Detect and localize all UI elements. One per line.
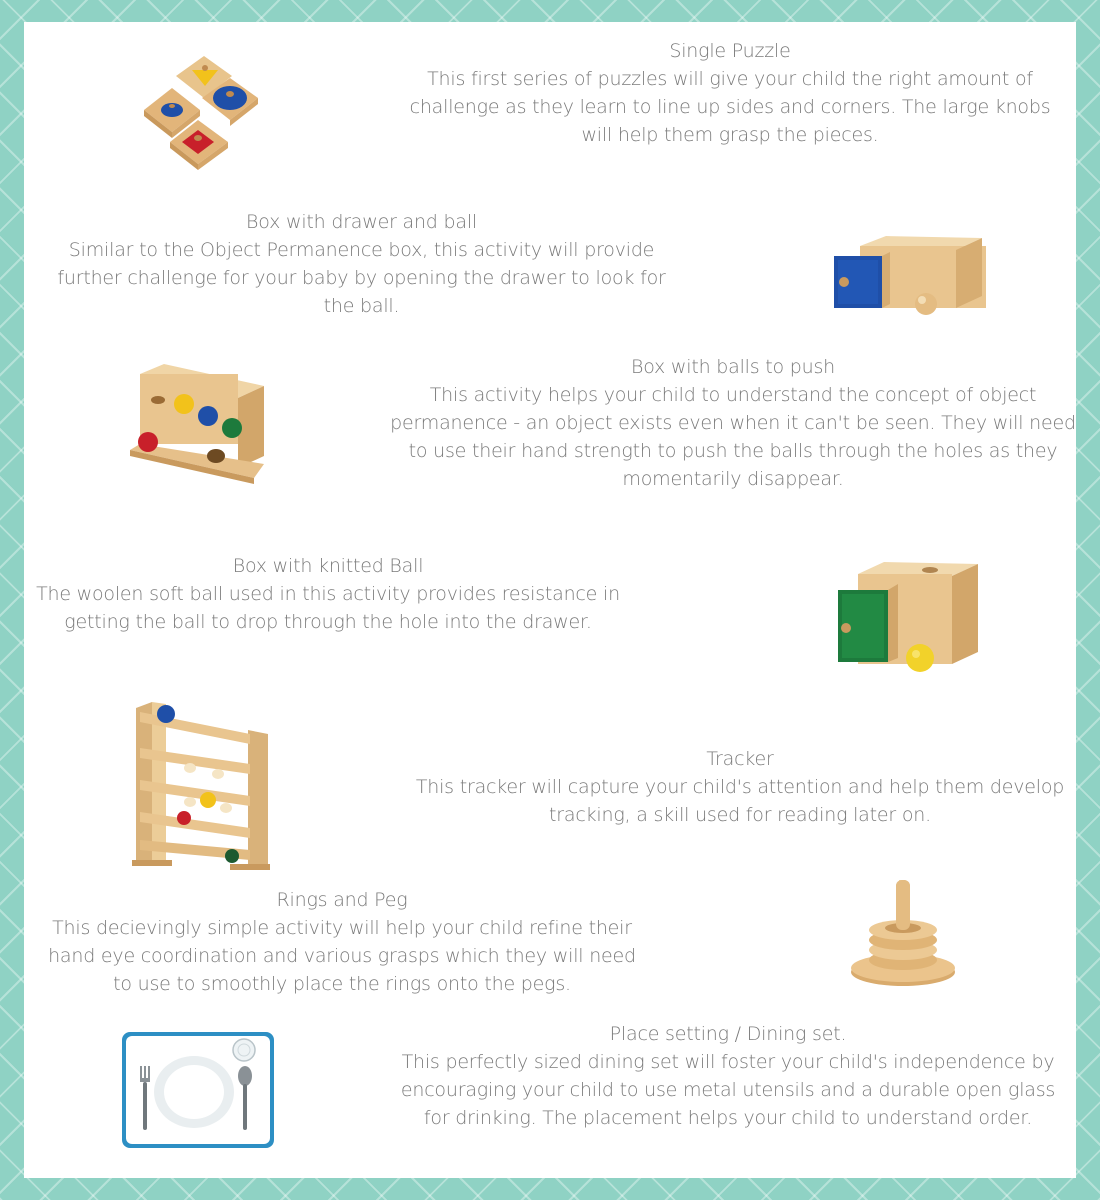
dining-set-icon	[120, 1030, 276, 1150]
content-card	[24, 22, 1076, 1178]
item-tracker	[410, 745, 1070, 829]
item-title: Single Puzzle	[669, 40, 791, 62]
item-dining-set	[390, 1020, 1066, 1132]
item-description: This perfectly sized dining set will foster your child's independence by encouraging your child to use metal utensils and a durable open glass for drinking. The placement helps your child to understand order.	[400, 1051, 1056, 1129]
item-description: Similar to the Object Permanence box, this activity will provide further challenge for your baby by opening the drawer to look for the ball.	[57, 239, 666, 317]
item-box-knitted-ball	[28, 552, 628, 636]
item-title: Box with knitted Ball	[232, 555, 424, 577]
item-title: Tracker	[706, 748, 774, 770]
knitted-ball-box-icon	[834, 560, 982, 680]
item-description: This decievingly simple activity will help your child refine their hand eye coordination and various grasps which they will need to use to smoothly place the rings onto the pegs.	[48, 917, 636, 995]
item-description: This activity helps your child to understand the concept of object permanence - an object exists even when it can't be seen. They will need to use their hand strength to push the balls through the holes as they momentarily disappear.	[390, 384, 1076, 490]
item-title: Box with balls to push	[630, 356, 836, 378]
drawer-box-ball-icon	[830, 230, 990, 320]
item-description: This first series of puzzles will give your child the right amount of challenge as they learn to line up sides and corners. The large knobs will help them grasp the pieces.	[409, 68, 1051, 146]
item-single-puzzle	[400, 37, 1060, 149]
item-box-balls-push	[390, 353, 1076, 493]
wooden-shape-puzzle-icon	[116, 52, 286, 177]
item-description: This tracker will capture your child's attention and help them develop tracking, a skill used for reading later on.	[415, 776, 1065, 826]
item-box-drawer-ball	[54, 208, 669, 320]
rings-on-peg-icon	[850, 878, 960, 992]
ball-tracker-icon	[130, 700, 272, 872]
push-ball-box-icon	[126, 360, 266, 485]
item-title: Place setting / Dining set.	[609, 1023, 847, 1045]
item-title: Rings and Peg	[276, 889, 408, 911]
item-title: Box with drawer and ball	[246, 211, 477, 233]
item-rings-peg	[36, 886, 648, 998]
item-description: The woolen soft ball used in this activity provides resistance in getting the ball to drop through the hole into the drawer.	[36, 583, 620, 633]
